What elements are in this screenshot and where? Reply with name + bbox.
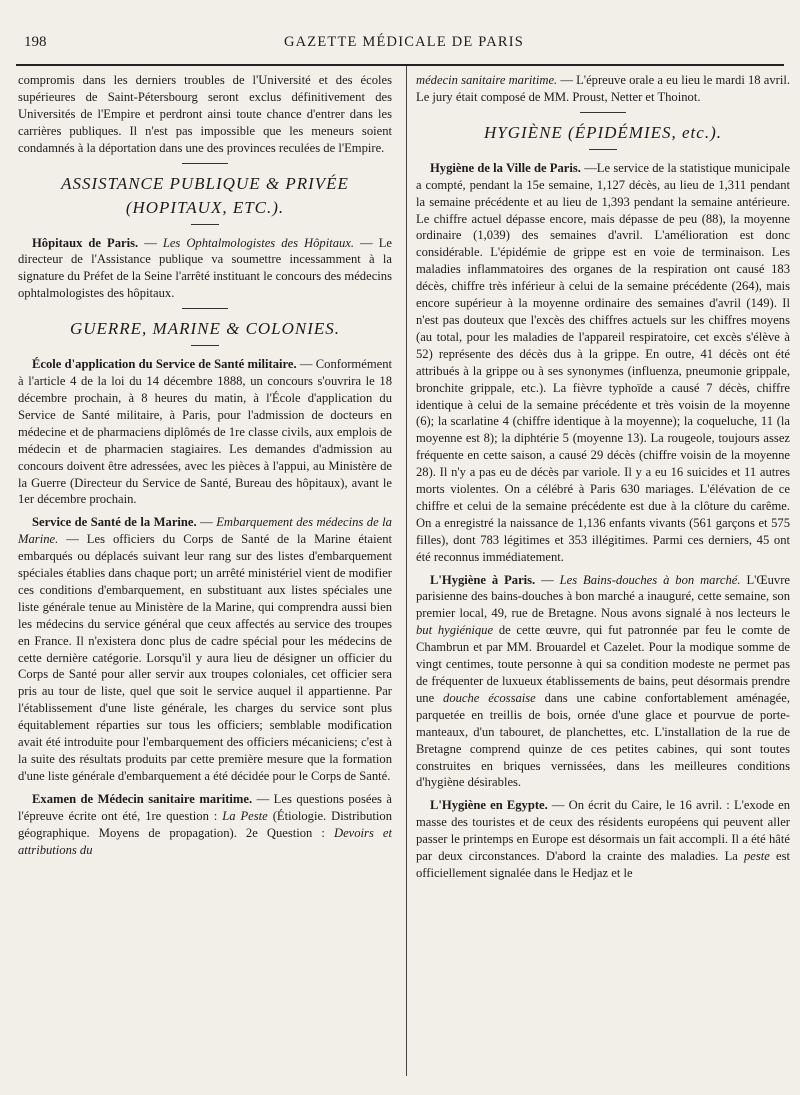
- article-title: Hôpitaux de Paris.: [32, 235, 139, 250]
- page-number: 198: [24, 34, 47, 50]
- article-title: L'Hygiène à Paris.: [430, 572, 536, 587]
- article-italic: douche écossaise: [443, 690, 536, 705]
- section-heading-hygiene: HYGIÈNE (ÉPIDÉMIES, etc.).: [484, 122, 722, 142]
- article-egypte: [416, 797, 790, 882]
- article-title: École d'application du Service de Santé militaire.: [32, 357, 297, 372]
- article-subtitle: Les Bains-douches à bon marché.: [559, 572, 741, 587]
- dash: —: [541, 572, 560, 587]
- article-title: Examen de Médecin sanitaire maritime.: [32, 791, 253, 806]
- article-text: de cette œuvre, qui fut patronnée par feu le comte de Chambrun et par MM. Brouardel et Cazelet. Pour la modique somme de vingt centimes, toute personne à qui sa condition modeste ne permet pas de fréquenter de luxueux établissements de bains, peut désormais prendre une: [416, 623, 790, 705]
- column-divider: [406, 66, 407, 1076]
- article-ecole: [18, 356, 392, 508]
- continuation-paragraph: [416, 72, 790, 106]
- right-column: [416, 72, 790, 1092]
- heading-line: ASSISTANCE PUBLIQUE & PRIVÉE: [61, 173, 349, 193]
- heading-rule: [589, 149, 617, 150]
- article-title: L'Hygiène en Egypte.: [430, 798, 548, 813]
- article-text: Le directeur de l'Assistance publique va soumettre incessamment à la signature du Préfet de la Seine l'arrêté instituant le concours des médecins ophtalmologistes des hôpitaux.: [18, 235, 392, 301]
- article-text: (Étiologie. Distribution géographique. Moyens de propagation). 2e Question :: [18, 808, 392, 840]
- article-italic: peste: [743, 849, 770, 864]
- article-text: — L'épreuve orale a eu lieu le mardi 18 avril. Le jury était composé de MM. Proust, Netter et Thoinot.: [416, 73, 790, 104]
- page-header: [24, 34, 784, 56]
- dash: —: [299, 357, 316, 372]
- article-text: —Le service de la statistique municipale a compté, pendant la 15e semaine, 1,127 décès, au lieu de 1,311 pendant la semaine précédente et au lieu de 1,393 pendant la semaine antérieure. Le chiffre actuel dépasse encore, mais dépasse de peu (88), la moyenne ordinaire (1,039) des semaines d'avril. L'amélioration est donc considérable. L'épidémie de grippe est en voie de terminaison. Les maladies inflammatoires des organes de la respiration ont causé 183 décès, chiffre très inférieur à celui de la semaine précédente (264), mais encore supérieur à la moyenne ordinaire des semaines d'avril (149). Il n'est pas douteux que l'excès des chiffres actuels sur les chiffres moyens (au total, pour les maladies de l'appareil respiratoire, cet excès s'élève à 52) représente des décès dus à la grippe. En outre, 41 décès ont été attribués à la grippe ou à ses synonymes (influenza, pneumonie grippale, bronchite grippale, etc.). La fièvre typhoïde a causé 7 décès, chiffre identique à celui de la semaine précédente et très voisin de la moyenne (6); la scarlatine 4 (chiffre identique à la moyenne); la coqueluche, 11 (la moyenne est 8); la diphtérie 5 (moyenne 13). La rougeole, toujours assez fréquente en cette saison, a causé 29 décès (chiffre voisin de la moyenne 28). Il n'y a pas eu de décès par variole. Il y a eu 16 suicides et 11 autres morts violentes. On a célébré à Paris 630 mariages. L'élévation de ce chiffre et celui de la semaine précédente est due à la clôture du carême. On a enregistré la naissance de 1,136 enfants vivants (561 garçons et 575 filles), dont 783 légitimes et 353 illégitimes. Parmi ces derniers, 45 ont été reconnus immédiatement.: [416, 160, 790, 564]
- left-column: [18, 72, 392, 1092]
- section-separator: [182, 308, 228, 309]
- article-title: Hygiène de la Ville de Paris.: [430, 160, 581, 175]
- article-hopitaux: [18, 235, 392, 303]
- journal-title: GAZETTE MÉDICALE DE PARIS: [283, 34, 525, 50]
- heading-rule: [191, 345, 219, 346]
- article-italic: but hygiénique: [416, 623, 494, 638]
- section-heading-assistance: [18, 172, 392, 220]
- dash: —: [144, 235, 163, 250]
- section-heading-guerre: GUERRE, MARINE & COLONIES.: [69, 319, 341, 339]
- article-text: Conformément à l'article 4 de la loi du 14 décembre 1888, un concours s'ouvrira le 18 décembre prochain, à 8 heures du matin, à l'École d'application du Service de Santé militaire, à Paris, pour l'admission de docteurs en médecine et de pharmaciens diplômés de 1re classe civils, aux emplois de médecin et de pharmacien stagiaires. Les demandes d'admission au concours doivent être adressées, avec les pièces à l'appui, au Ministère de la Guerre (Directeur du Service de Santé, Bureau des hôpitaux), avant le 1er décembre prochain.: [18, 357, 392, 507]
- article-italic: médecin sanitaire maritime.: [416, 73, 558, 87]
- article-marine: [18, 514, 392, 785]
- dash: —: [200, 515, 217, 530]
- header-rule: [16, 64, 784, 66]
- article-subtitle: Les Ophtalmologistes des Hôpitaux.: [162, 235, 355, 250]
- article-text: dans une cabine confortablement aménagée, parquetée en treillis de bois, ornée d'une glace et pourvue de porte-manteaux, d'un tabouret, de planchettes, etc. L'installation de la rue de Bretagne comprend quinze de ces petites cabines, qui sont toutes construites en briques vernissées, dans les meilleures conditions d'hygiène désirables.: [416, 690, 790, 790]
- section-separator: [580, 112, 626, 113]
- article-title: Service de Santé de la Marine.: [32, 515, 197, 530]
- section-separator: [182, 163, 228, 164]
- article-text: L'Œuvre parisienne des bains-douches à bon marché a inauguré, cette semaine, son premier local, 49, rue de Bretagne. Nous avons signalé à nos lecteurs le: [416, 572, 790, 621]
- dash: —: [360, 235, 379, 250]
- heading-rule: [191, 224, 219, 225]
- dash: —: [256, 791, 274, 806]
- dash: —: [66, 532, 87, 547]
- article-bains-douches: [416, 572, 790, 792]
- article-ville-de-paris: [416, 160, 790, 566]
- article-italic: La Peste: [222, 808, 268, 823]
- article-text: est officiellement signalée dans le Hedjaz et le: [416, 849, 790, 880]
- article-text: Les officiers du Corps de Santé de la Marine étaient embarqués ou déplacés suivant leur rang sur des listes d'embarquement spéciales établies dans chaque port; un arrêté ministériel vient de modifier ces conditions d'embarquement, en substituant aux listes spéciales une liste générale tenue au Ministère de la Marine, qui comprendra aussi bien les médecins du service général que ceux affectés au service des troupes en France. Il n'existera donc plus de cadre spécial pour les médecins de cette dernière catégorie. Lorsqu'il y aura lieu de désigner un officier du Corps de Santé pour aller servir aux troupes coloniales, cet officier sera pris au tour de liste, quel que soit le service auquel il appartienne. Par l'établissement d'une liste générale, les charges du service sont plus équitablement réparties sur tous les officiers; semblable modification avait été introduite pour l'embarquement des officiers mécaniciens; c'est à la suite des résultats produits par cette première mesure que la formation d'une liste générale d'embarquement a été décidée pour le Corps de Santé.: [18, 532, 392, 783]
- article-italic: Devoirs et attributions du: [18, 825, 392, 857]
- heading-line: (HOPITAUX, ETC.).: [125, 197, 285, 217]
- article-subtitle: Embarquement des médecins de la Marine.: [18, 515, 392, 547]
- article-text: — On écrit du Caire, le 16 avril. : L'exode en masse des touristes et de ceux des résidents européens qui peuvent aller passer le printemps en Europe est désormais un fait accompli. Il a été hâté par deux circonstances. D'abord la crainte des maladies. La: [416, 798, 790, 864]
- intro-paragraph: compromis dans les derniers troubles de l'Université et des écoles supérieures de Saint-Pétersbourg seront exclus définitivement des Universités de l'Empire et perdront ainsi toute chance d'entrer dans les carrières publiques. Il n'est pas impossible que les meneurs soient condamnés à la déportation dans une des provinces reculées de l'Empire.: [18, 73, 392, 155]
- article-text: Les questions posées à l'épreuve écrite ont été, 1re question :: [18, 791, 392, 823]
- article-examen: [18, 791, 392, 859]
